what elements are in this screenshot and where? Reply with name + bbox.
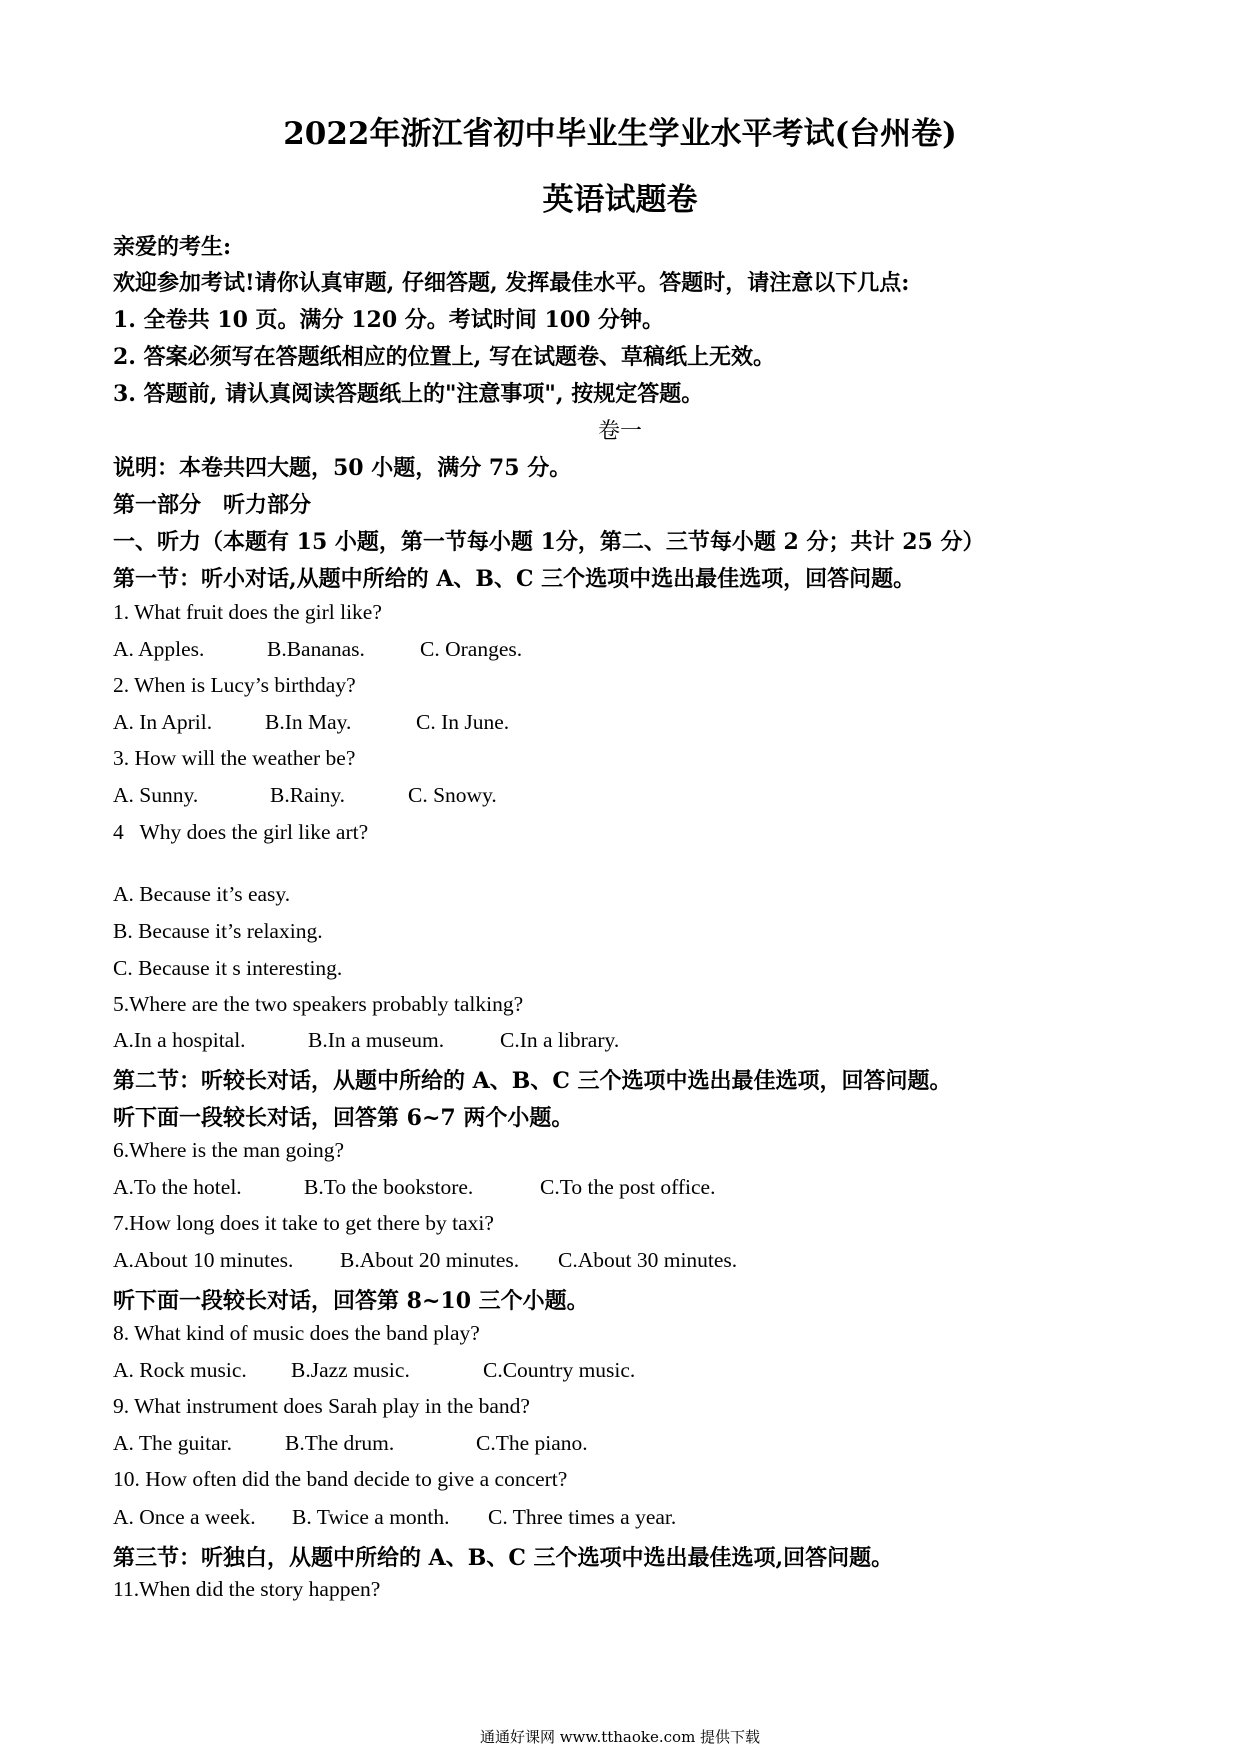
option-a: A. Sunny. — [113, 783, 199, 807]
option-c: C.About 30 minutes. — [558, 1248, 738, 1272]
option-a: A. The guitar. — [113, 1431, 233, 1455]
page-subtitle: 英语试题卷 — [542, 182, 698, 218]
option-b: B.Rainy. — [270, 783, 346, 807]
page-title: 2022年浙江省初中毕业生学业水平考试(台州卷) — [283, 116, 957, 152]
option-c: C.The piano. — [476, 1431, 588, 1455]
notice-item: 3. 答题前, 请认真阅读答题纸上的"注意事项", 按规定答题。 — [113, 381, 704, 407]
notice-item: 1. 全卷共 10 页。满分 120 分。考试时间 100 分钟。 — [113, 307, 665, 333]
notice-greeting: 亲爱的考生: — [113, 234, 232, 260]
option-b: B. Twice a month. — [292, 1505, 450, 1529]
notice-intro: 欢迎参加考试!请你认真审题, 仔细答题, 发挥最佳水平。答题时，请注意以下几点: — [113, 270, 910, 296]
option-c: C.To the post office. — [540, 1175, 716, 1199]
question: 8. What kind of music does the band play? — [113, 1321, 480, 1345]
question: 5.Where are the two speakers probably talking? — [113, 992, 524, 1016]
option-b: B. Because it’s relaxing. — [113, 919, 323, 943]
question: 1. What fruit does the girl like? — [113, 600, 382, 624]
section3-heading: 第三节：听独白，从题中所给的 A、B、C 三个选项中选出最佳选项,回答问题。 — [113, 1545, 894, 1571]
question: 6.Where is the man going? — [113, 1138, 345, 1162]
section1-heading: 第一节：听小对话,从题中所给的 A、B、C 三个选项中选出最佳选项，回答问题。 — [113, 566, 916, 592]
option-c: C.In a library. — [500, 1028, 620, 1052]
option-b: B.The drum. — [285, 1431, 395, 1455]
option-b: B.To the bookstore. — [304, 1175, 474, 1199]
option-a: A.About 10 minutes. — [113, 1248, 294, 1272]
option-a: A. Apples. — [113, 637, 205, 661]
question: 10. How often did the band decide to give a concert? — [113, 1467, 568, 1491]
question: 11.When did the story happen? — [113, 1577, 381, 1601]
option-c: C. Because it s interesting. — [113, 956, 343, 980]
option-a: A. In April. — [113, 710, 213, 734]
option-a: A.To the hotel. — [113, 1175, 242, 1199]
question: 3. How will the weather be? — [113, 746, 356, 770]
volume-label: 卷一 — [597, 419, 642, 444]
option-c: C. Oranges. — [420, 637, 523, 661]
group-heading: 听下面一段较长对话，回答第 6~7 两个小题。 — [113, 1105, 574, 1131]
question: 4 Why does the girl like art? — [113, 820, 369, 844]
option-c: C.Country music. — [483, 1358, 636, 1382]
option-c: C. Three times a year. — [488, 1505, 677, 1529]
volume-description: 说明：本卷共四大题，50 小题，满分 75 分。 — [113, 455, 572, 481]
option-b: B.Jazz music. — [291, 1358, 410, 1382]
option-c: C. In June. — [416, 710, 510, 734]
notice-item: 2. 答案必须写在答题纸相应的位置上, 写在试题卷、草稿纸上无效。 — [113, 344, 775, 370]
group-heading: 听下面一段较长对话，回答第 8~10 三个小题。 — [113, 1288, 589, 1314]
page-footer: 通通好课网 www.tthaoke.com 提供下载 — [479, 1728, 761, 1746]
option-b: B.In a museum. — [308, 1028, 445, 1052]
section2-heading: 第二节：听较长对话，从题中所给的 A、B、C 三个选项中选出最佳选项，回答问题。 — [113, 1068, 952, 1094]
option-b: B.About 20 minutes. — [340, 1248, 520, 1272]
option-c: C. Snowy. — [408, 783, 497, 807]
option-b: B.In May. — [265, 710, 352, 734]
option-a: A.In a hospital. — [113, 1028, 246, 1052]
section-heading: 一、听力（本题有 15 小题，第一节每小题 1分，第二、三节每小题 2 分；共计 25 分） — [113, 529, 985, 555]
option-a: A. Rock music. — [113, 1358, 247, 1382]
part-label: 第一部分 听力部分 — [113, 492, 312, 518]
question: 7.How long does it take to get there by taxi? — [113, 1211, 494, 1235]
question: 2. When is Lucy’s birthday? — [113, 673, 356, 697]
question: 9. What instrument does Sarah play in the band? — [113, 1394, 530, 1418]
option-a: A. Once a week. — [113, 1505, 256, 1529]
option-a: A. Because it’s easy. — [113, 882, 291, 906]
option-b: B.Bananas. — [267, 637, 365, 661]
